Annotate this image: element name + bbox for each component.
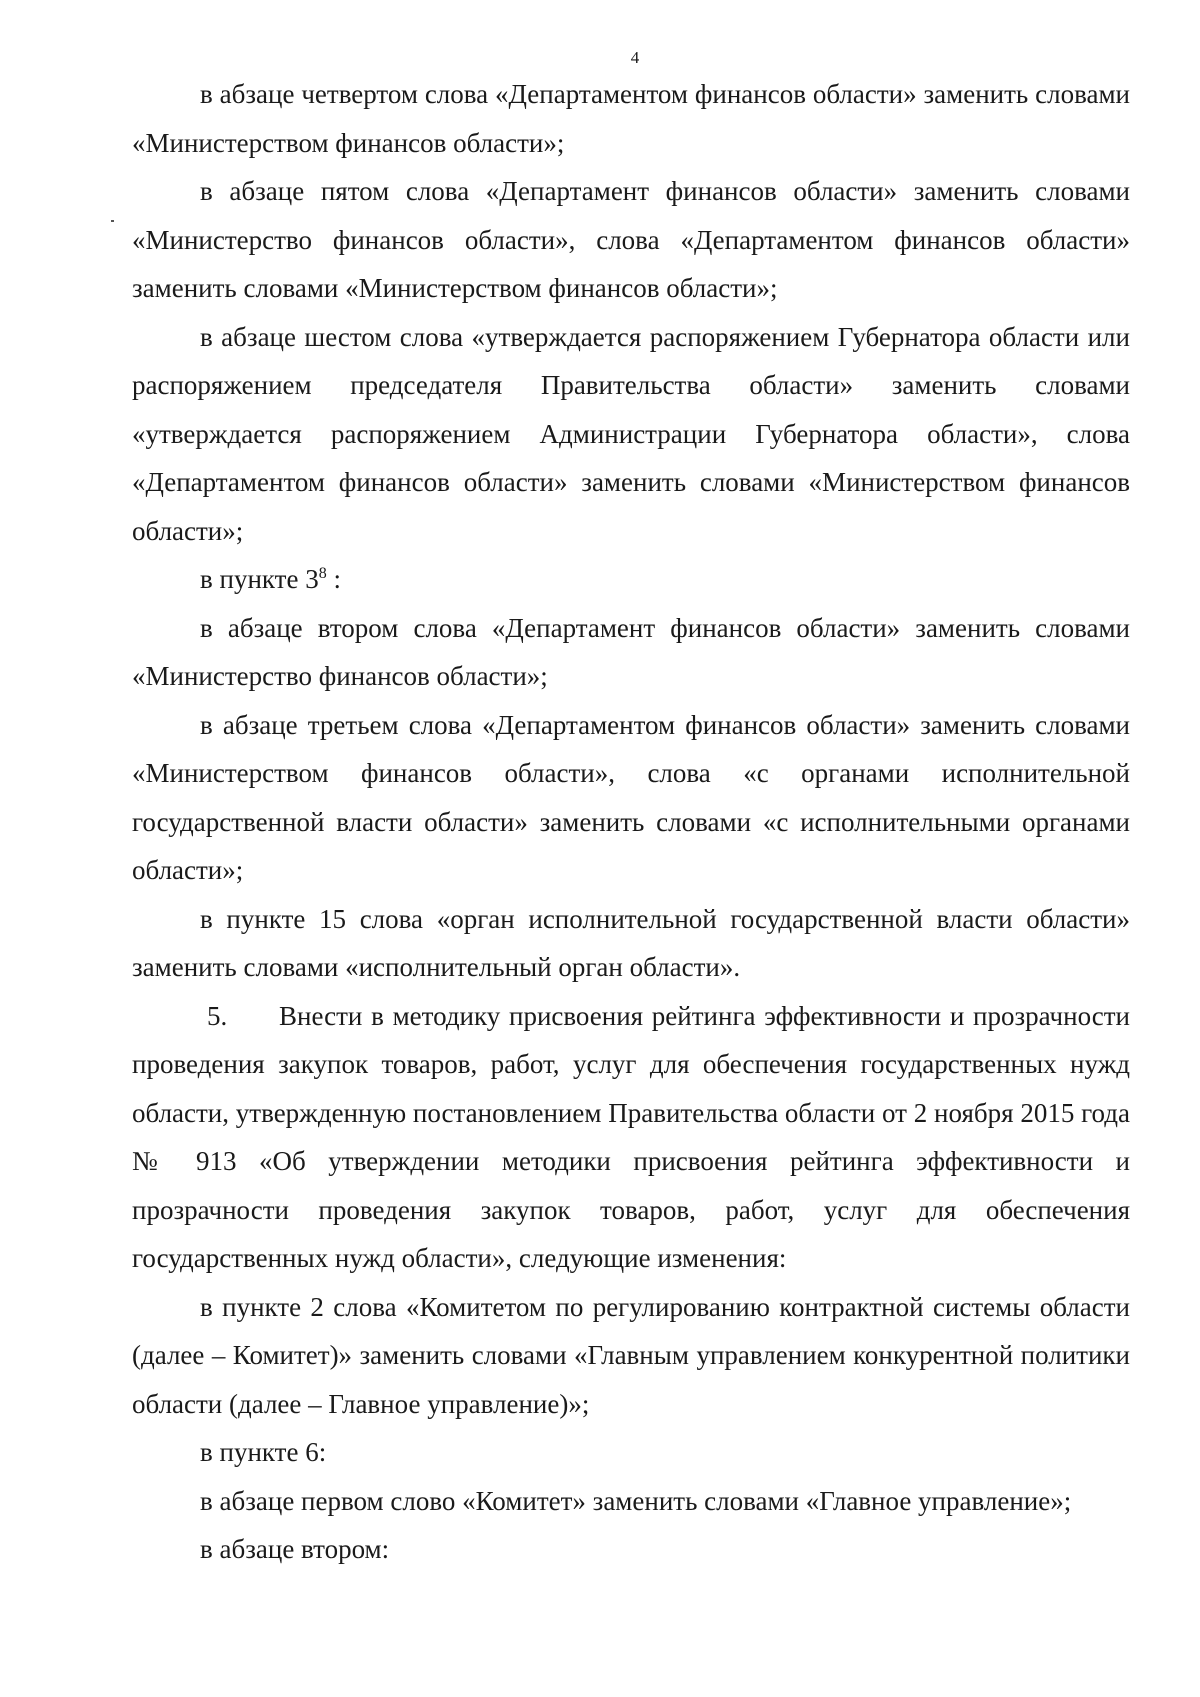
document-body bbox=[132, 70, 1130, 1574]
paragraph-11: в абзаце первом слово «Комитет» заменить словами «Главное управление»; bbox=[200, 1485, 1072, 1516]
paragraph-12: в абзаце втором: bbox=[200, 1534, 390, 1564]
paragraph-2: в абзаце пятом слова «Департамент финансов области» заменить словами «Министерство финансов области», слова «Департаментом финансов области» заменить словами «Министерством финансов области»; bbox=[132, 176, 1130, 303]
paragraph-10: в пункте 6: bbox=[200, 1437, 327, 1467]
paragraph-6: в абзаце третьем слова «Департаментом финансов области» заменить словами «Министерством финансов области», слова «с органами исполнительной государственной власти области» заменить словами «с исполнительными органами области»; bbox=[132, 709, 1130, 885]
paragraph-8 bbox=[132, 992, 1130, 1283]
paragraph-7: в пункте 15 слова «орган исполнительной государственной власти области» заменить словами «исполнительный орган области». bbox=[132, 903, 1130, 982]
item-number: 5. bbox=[207, 1000, 228, 1031]
paragraph-9: в пункте 2 слова «Комитетом по регулированию контрактной системы области (далее – Комитет)» заменить словами «Главным управлением конкурентной политики области (далее – Главное управление)»; bbox=[132, 1291, 1130, 1419]
paragraph-8-text: Внести в методику присвоения рейтинга эффективности и прозрачности проведения закупок товаров, работ, услуг для обеспечения государственных нужд области, утвержденную постановлением Правительства области от 2 ноября 2015 года № 913 «Об утверждении методики присвоения рейтинга эффективности и прозрачности проведения закупок товаров, работ, услуг для обеспечения государственных нужд области», следующие изменения: bbox=[132, 1000, 1130, 1273]
superscript-8: 8 bbox=[318, 565, 327, 582]
paragraph-4-text: в пункте 3 bbox=[200, 564, 319, 594]
margin-mark bbox=[111, 220, 114, 222]
paragraph-4-colon: : bbox=[326, 564, 341, 594]
paragraph-4 bbox=[132, 555, 1130, 604]
paragraph-1: в абзаце четвертом слова «Департаментом финансов области» заменить словами «Министерством финансов области»; bbox=[132, 79, 1130, 158]
paragraph-5: в абзаце втором слова «Департамент финансов области» заменить словами «Министерство финансов области»; bbox=[132, 612, 1130, 691]
page-number: 4 bbox=[630, 48, 640, 67]
paragraph-3: в абзаце шестом слова «утверждается распоряжением Губернатора области или распоряжением председателя Правительства области» заменить словами «утверждается распоряжением Администрации Губернатора области», слова «Департаментом финансов области» заменить словами «Министерством финансов области»; bbox=[132, 321, 1130, 546]
